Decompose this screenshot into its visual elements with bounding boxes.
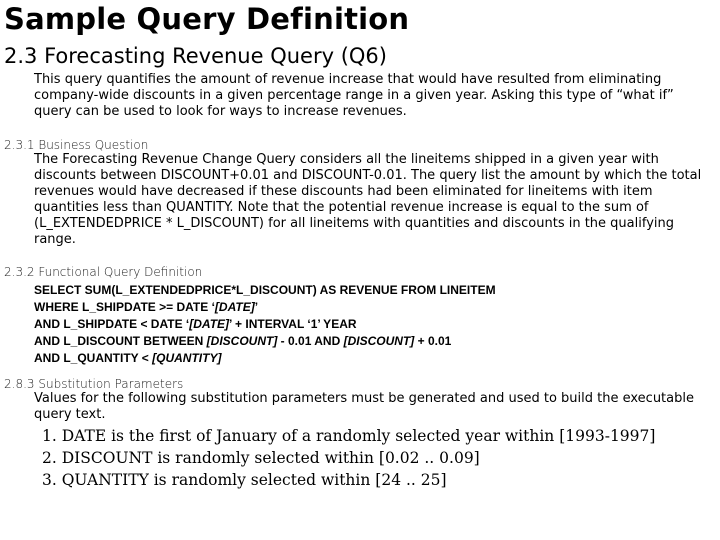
sql-parameter: [QUANTITY] (152, 351, 222, 365)
intro-paragraph: This query quantifies the amount of revenue increase that would have resulted from eliminating company-wide discounts in a given percentage range in a given year. Asking this type of “what if” query can be used to look for ways to increase revenues. (34, 72, 674, 119)
sql-parameter: [DISCOUNT] (343, 334, 415, 348)
sql-parameter: [DATE] (189, 317, 230, 331)
sql-line: WHERE L_SHIPDATE >= DATE ‘[DATE]’ (34, 300, 259, 314)
sql-line: SELECT SUM(L_EXTENDEDPRICE*L_DISCOUNT) AS REVENUE FROM LINEITEM (34, 283, 496, 297)
business-question-paragraph: The Forecasting Revenue Change Query considers all the lineitems shipped in a given year with discounts between DISCOUNT+0.01 and DISCOUNT-0.01. The query list the amount by which the total revenues would have decreased if these discounts had been eliminated for lineitems with item quantities less than QUANTITY. Note that the potential revenue increase is equal to the sum of (L_EXTENDEDPRICE * L_DISCOUNT) for all lineitems with quantities and discounts in the qualifying range. (34, 152, 702, 247)
sql-parameter: [DISCOUNT] (206, 334, 278, 348)
substitution-list (42, 425, 655, 491)
list-item: 2. DISCOUNT is randomly selected within [0.02 .. 0.09] (42, 449, 480, 467)
section-subtitle: 2.3 Forecasting Revenue Query (Q6) (4, 44, 387, 68)
substitution-paragraph: Values for the following substitution parameters must be generated and used to build the executable query text. (34, 391, 694, 422)
slide-title: Sample Query Definition (4, 2, 410, 36)
sql-parameter: [DATE] (214, 300, 255, 314)
sql-line: AND L_DISCOUNT BETWEEN [DISCOUNT] - 0.01 AND [DISCOUNT] + 0.01 (34, 334, 452, 348)
sql-query-block (34, 282, 496, 367)
sql-line: AND L_SHIPDATE < DATE ‘[DATE]’ + INTERVAL ‘1’ YEAR (34, 317, 357, 331)
substitution-parameters-heading: 2.8.3 Substitution Parameters (4, 377, 184, 391)
functional-definition-heading: 2.3.2 Functional Query Definition (4, 265, 203, 279)
business-question-heading: 2.3.1 Business Question (4, 138, 149, 152)
list-item: 3. QUANTITY is randomly selected within [24 .. 25] (42, 471, 447, 489)
sql-line: AND L_QUANTITY < [QUANTITY] (34, 351, 222, 365)
list-item: 1. DATE is the first of January of a randomly selected year within [1993-1997] (42, 427, 656, 445)
